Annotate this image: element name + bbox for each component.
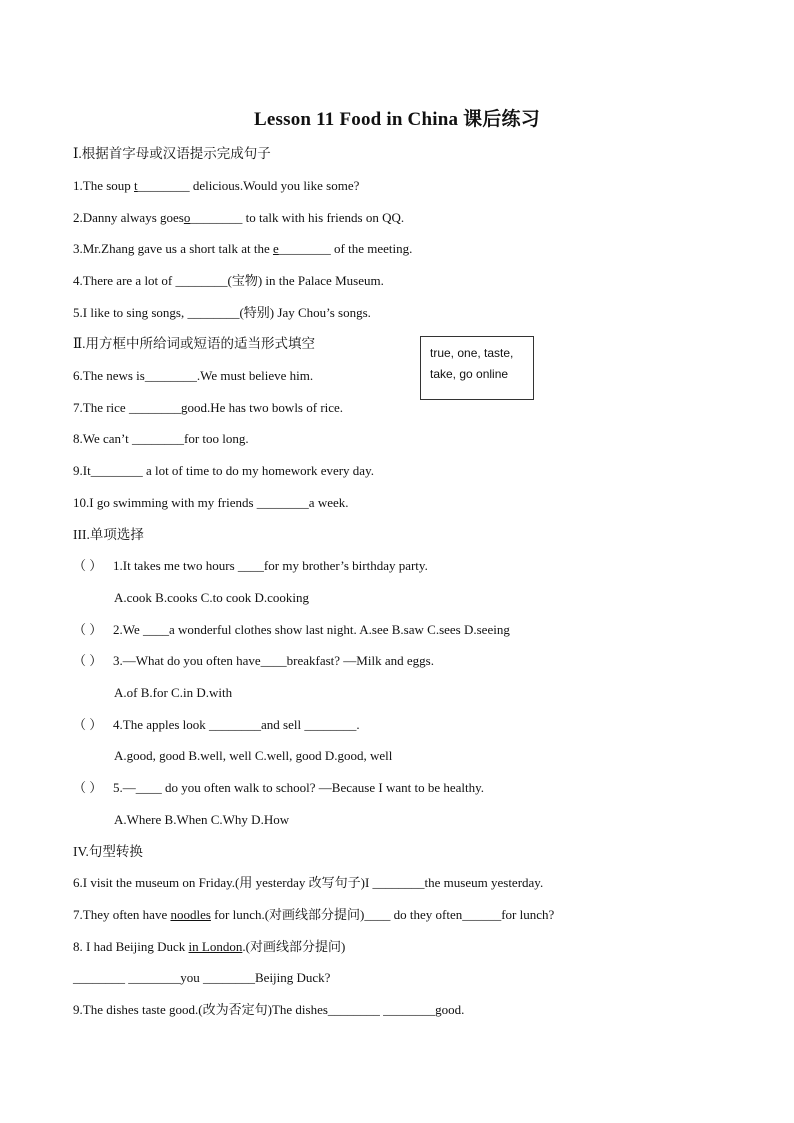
s1-item-1-post: ________ delicious.Would you like some? bbox=[137, 178, 360, 193]
s1-item-3 bbox=[73, 241, 412, 257]
mc-question-3-options: A.of B.for C.in D.with bbox=[114, 685, 233, 700]
mc-question-5 bbox=[73, 780, 484, 796]
section-4-heading: IV.句型转换 bbox=[73, 844, 143, 859]
s1-item-2 bbox=[73, 210, 404, 226]
s2-item-6: 6.The news is________.We must believe him. bbox=[73, 368, 314, 383]
transform-item-7-underlined: noodles bbox=[170, 907, 211, 922]
answer-paren: （ ） bbox=[73, 780, 103, 795]
answer-paren: （ ） bbox=[73, 717, 103, 732]
section-1-heading: Ⅰ.根据首字母或汉语提示完成句子 bbox=[73, 146, 271, 161]
transform-item-7-post: for lunch.(对画线部分提问)____ do they often______for lunch? bbox=[210, 907, 555, 922]
s2-item-9: 9.It________ a lot of time to do my homework every day. bbox=[73, 463, 374, 478]
s1-item-2-pre: 2.Danny always goes bbox=[73, 210, 184, 225]
mc-question-5-options: A.Where B.When C.Why D.How bbox=[114, 812, 290, 827]
answer-paren: （ ） bbox=[73, 653, 103, 668]
mc-question-1-options: A.cook B.cooks C.to cook D.cooking bbox=[114, 590, 309, 605]
s1-item-3-letter: e bbox=[273, 241, 279, 256]
answer-paren: （ ） bbox=[73, 558, 103, 573]
mc-question-1-text: 1.It takes me two hours ____for my brother’s birthday party. bbox=[113, 558, 428, 573]
section-3-heading: III.单项选择 bbox=[73, 527, 144, 542]
mc-question-4-text: 4.The apples look ________and sell ________. bbox=[113, 717, 360, 732]
mc-question-4-options: A.good, good B.well, well C.well, good D.good, well bbox=[114, 748, 393, 763]
transform-item-8-pre: 8. I had Beijing Duck bbox=[73, 939, 189, 954]
s2-item-10: 10.I go swimming with my friends ________a week. bbox=[73, 495, 349, 510]
mc-question-1 bbox=[73, 558, 428, 574]
s1-item-3-post: ________ of the meeting. bbox=[278, 241, 413, 256]
transform-item-8 bbox=[73, 939, 345, 955]
s2-item-8: 8.We can’t ________for too long. bbox=[73, 431, 249, 446]
s1-item-1-pre: 1.The soup bbox=[73, 178, 135, 193]
s1-item-1-letter: t bbox=[134, 178, 138, 193]
s1-item-2-letter: o bbox=[183, 210, 191, 225]
s2-item-7: 7.The rice ________good.He has two bowls of rice. bbox=[73, 400, 344, 415]
page-title: Lesson 11 Food in China 课后练习 bbox=[254, 109, 540, 130]
transform-item-8-underlined: in London bbox=[188, 939, 243, 954]
transform-item-8-post: .(对画线部分提问) bbox=[242, 939, 346, 954]
transform-item-8-answer: ________ ________you ________Beijing Duck? bbox=[73, 970, 331, 985]
transform-item-9: 9.The dishes taste good.(改为否定句)The dishes________ ________good. bbox=[73, 1002, 465, 1017]
answer-paren: （ ） bbox=[73, 622, 103, 637]
transform-item-7 bbox=[73, 907, 554, 923]
transform-item-7-pre: 7.They often have bbox=[73, 907, 171, 922]
mc-question-4 bbox=[73, 717, 360, 733]
mc-question-3-text: 3.—What do you often have____breakfast? —Milk and eggs. bbox=[113, 653, 434, 668]
s1-item-2-post: ________ to talk with his friends on QQ. bbox=[190, 210, 405, 225]
s1-item-5: 5.I like to sing songs, ________(特别) Jay Chou’s songs. bbox=[73, 305, 371, 320]
mc-question-2-text: 2.We ____a wonderful clothes show last night. A.see B.saw C.sees D.seeing bbox=[113, 622, 510, 637]
mc-question-2 bbox=[73, 622, 510, 638]
word-box-line-1: true, one, taste, bbox=[430, 346, 514, 360]
word-box-line-2: take, go online bbox=[430, 367, 509, 381]
section-2-heading: Ⅱ.用方框中所给词或短语的适当形式填空 bbox=[73, 336, 316, 351]
mc-question-3 bbox=[73, 653, 434, 669]
s1-item-4: 4.There are a lot of ________(宝物) in the Palace Museum. bbox=[73, 273, 384, 288]
s1-item-3-pre: 3.Mr.Zhang gave us a short talk at the bbox=[73, 241, 274, 256]
transform-item-6: 6.I visit the museum on Friday.(用 yesterday 改写句子)I ________the museum yesterday. bbox=[73, 875, 544, 890]
s1-item-1 bbox=[73, 178, 359, 194]
mc-question-5-text: 5.—____ do you often walk to school? —Because I want to be healthy. bbox=[113, 780, 485, 795]
word-box bbox=[420, 336, 534, 400]
